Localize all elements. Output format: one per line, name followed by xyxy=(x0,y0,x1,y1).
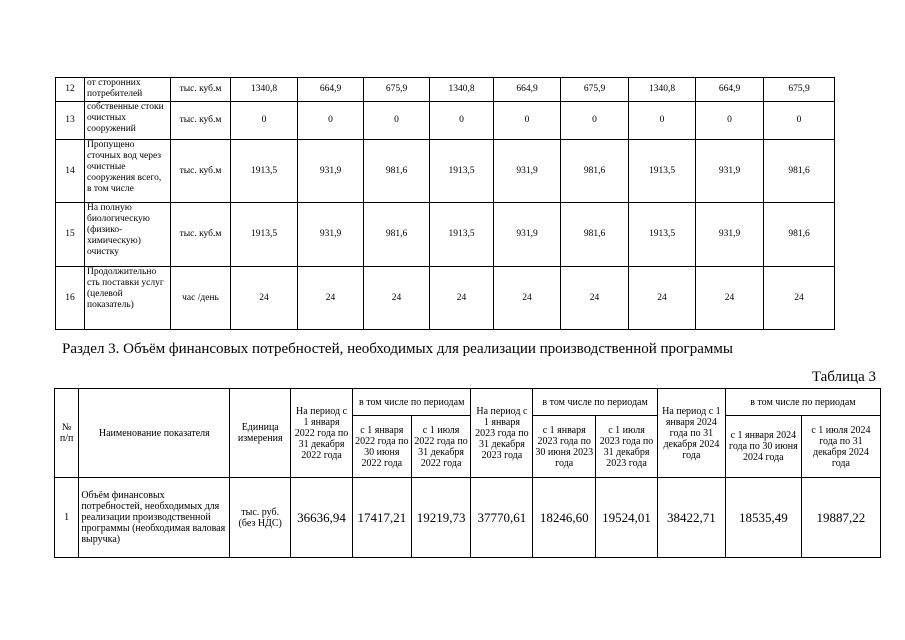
table-row xyxy=(56,78,835,102)
cell: 1340,8 xyxy=(430,78,494,102)
cell: 1913,5 xyxy=(231,203,298,267)
cell: 1913,5 xyxy=(430,203,494,267)
header-including-2023: в том числе по периодам xyxy=(533,389,658,416)
header-2023-h2: с 1 июля 2023 года по 31 декабря 2023 года xyxy=(596,416,658,478)
header-including-2024: в том числе по периодам xyxy=(725,389,880,416)
row-name: от сторонних потребителей xyxy=(85,78,171,102)
cell: 37770,61 xyxy=(471,478,533,558)
row-name: Объём финансовых потребностей, необходимых для реализации производственной программы (необходимая валовая выручка) xyxy=(79,478,230,558)
cell: 981,6 xyxy=(364,140,430,203)
row-unit: тыс. куб.м xyxy=(171,102,231,140)
header-period-2024: На период с 1 января 2024 года по 31 декабря 2024 года xyxy=(657,389,725,478)
cell: 664,9 xyxy=(494,78,561,102)
cell: 931,9 xyxy=(696,140,764,203)
header-number: № п/п xyxy=(55,389,79,478)
row-unit: тыс. куб.м xyxy=(171,78,231,102)
cell: 1340,8 xyxy=(629,78,696,102)
cell: 19524,01 xyxy=(596,478,658,558)
cell: 17417,21 xyxy=(352,478,411,558)
cell: 0 xyxy=(231,102,298,140)
section-title: Раздел 3. Объём финансовых потребностей, необходимых для реализации производственной программы xyxy=(62,341,733,357)
cell: 18246,60 xyxy=(533,478,596,558)
cell: 19887,22 xyxy=(801,478,880,558)
row-number: 14 xyxy=(56,140,85,203)
cell: 1913,5 xyxy=(629,203,696,267)
table-row xyxy=(55,478,881,558)
cell: 36636,94 xyxy=(291,478,353,558)
cell: 0 xyxy=(298,102,364,140)
cell: 0 xyxy=(764,102,835,140)
table-row xyxy=(56,267,835,330)
header-2022-h2: с 1 июля 2022 года по 31 декабря 2022 года xyxy=(411,416,471,478)
row-name: Пропущено сточных вод через очистные сооружения всего, в том числе xyxy=(85,140,171,203)
header-2023-h1: с 1 января 2023 года по 30 июня 2023 года xyxy=(533,416,596,478)
row-number: 13 xyxy=(56,102,85,140)
cell: 1913,5 xyxy=(231,140,298,203)
header-2024-h1: с 1 января 2024 года по 30 июня 2024 года xyxy=(725,416,801,478)
table-row xyxy=(56,203,835,267)
cell: 675,9 xyxy=(764,78,835,102)
cell: 24 xyxy=(298,267,364,330)
header-period-2022: На период с 1 января 2022 года по 31 декабря 2022 года xyxy=(291,389,353,478)
header-2022-h1: с 1 января 2022 года по 30 июня 2022 года xyxy=(352,416,411,478)
cell: 24 xyxy=(231,267,298,330)
cell: 981,6 xyxy=(561,140,629,203)
cell: 664,9 xyxy=(298,78,364,102)
header-2024-h2: с 1 июля 2024 года по 31 декабря 2024 года xyxy=(801,416,880,478)
row-unit: тыс. куб.м xyxy=(171,203,231,267)
header-name: Наименование показателя xyxy=(79,389,230,478)
row-unit: тыс. куб.м xyxy=(171,140,231,203)
cell: 19219,73 xyxy=(411,478,471,558)
table-row xyxy=(56,140,835,203)
cell: 931,9 xyxy=(696,203,764,267)
cell: 981,6 xyxy=(364,203,430,267)
cell: 24 xyxy=(494,267,561,330)
cell: 24 xyxy=(629,267,696,330)
cell: 0 xyxy=(430,102,494,140)
cell: 675,9 xyxy=(561,78,629,102)
financial-needs-table xyxy=(54,388,881,558)
header-period-2023: На период с 1 января 2023 года по 31 декабря 2023 года xyxy=(471,389,533,478)
cell: 931,9 xyxy=(298,203,364,267)
cell: 1340,8 xyxy=(231,78,298,102)
row-number: 1 xyxy=(55,478,79,558)
row-name: На полную биологическую (физико-химическую) очистку xyxy=(85,203,171,267)
cell: 24 xyxy=(364,267,430,330)
production-table xyxy=(55,77,835,330)
cell: 24 xyxy=(430,267,494,330)
cell: 18535,49 xyxy=(725,478,801,558)
cell: 931,9 xyxy=(494,140,561,203)
header-row xyxy=(55,389,881,416)
cell: 1913,5 xyxy=(629,140,696,203)
cell: 981,6 xyxy=(764,203,835,267)
header-unit: Единица измерения xyxy=(230,389,291,478)
cell: 981,6 xyxy=(764,140,835,203)
cell: 24 xyxy=(561,267,629,330)
row-name: Продолжительно сть поставки услуг (целевой показатель) xyxy=(85,267,171,330)
cell: 0 xyxy=(494,102,561,140)
cell: 931,9 xyxy=(494,203,561,267)
row-name: собственные стоки очистных сооружений xyxy=(85,102,171,140)
cell: 24 xyxy=(696,267,764,330)
cell: 675,9 xyxy=(364,78,430,102)
table-label: Таблица 3 xyxy=(811,369,876,385)
cell: 0 xyxy=(364,102,430,140)
cell: 0 xyxy=(696,102,764,140)
row-unit: тыс. руб. (без НДС) xyxy=(230,478,291,558)
row-unit: час /день xyxy=(171,267,231,330)
cell: 0 xyxy=(561,102,629,140)
cell: 0 xyxy=(629,102,696,140)
header-including-2022: в том числе по периодам xyxy=(352,389,471,416)
table-row xyxy=(56,102,835,140)
row-number: 15 xyxy=(56,203,85,267)
cell: 664,9 xyxy=(696,78,764,102)
row-number: 12 xyxy=(56,78,85,102)
row-number: 16 xyxy=(56,267,85,330)
cell: 24 xyxy=(764,267,835,330)
cell: 931,9 xyxy=(298,140,364,203)
cell: 981,6 xyxy=(561,203,629,267)
cell: 38422,71 xyxy=(657,478,725,558)
cell: 1913,5 xyxy=(430,140,494,203)
